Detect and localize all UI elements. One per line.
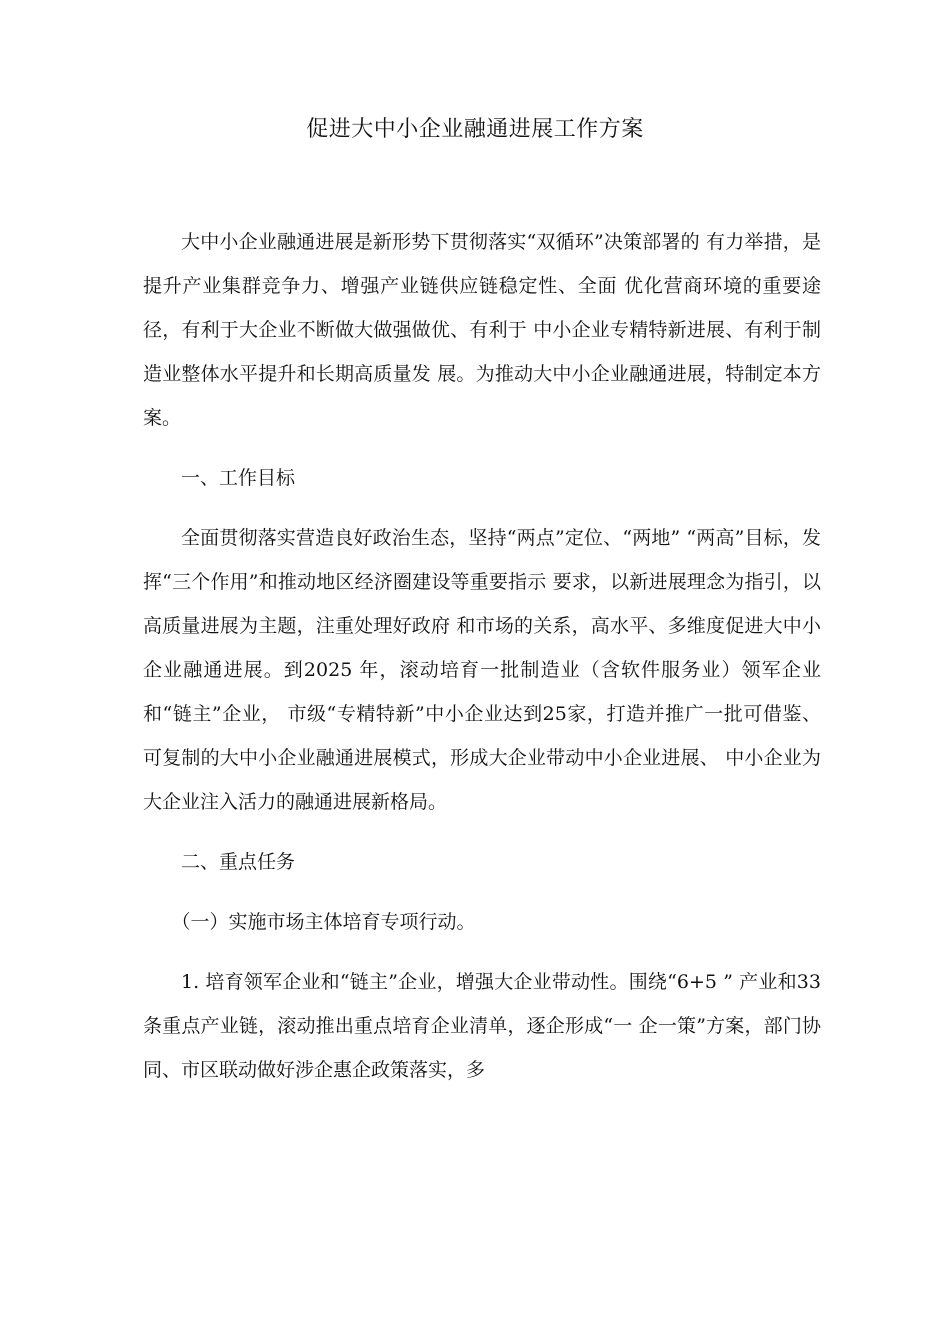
task-item-1: 1. 培育领军企业和“链主”企业，增强大企业带动性。围绕“6+5 ” 产业和33条重点产业链，滚动推出重点培育企业清单，逐企形成“一 企一策”方案，部门协同、市区联动做好涉企惠企政策落实，多 (143, 971, 821, 1081)
subsection-heading-market: （一）实施市场主体培育专项行动。 (171, 911, 476, 933)
section-heading-goals: 一、工作目标 (181, 467, 296, 489)
document-title: 促进大中小企业融通进展工作方案 (306, 117, 644, 142)
section-heading-tasks: 二、重点任务 (181, 851, 296, 873)
intro-paragraph: 大中小企业融通进展是新形势下贯彻落实“双循环”决策部署的 有力举措，是提升产业集群竞争力、增强产业链供应链稳定性、全面 优化营商环境的重要途径，有利于大企业不断做大做强做优、有利于 中小企业专精特新进展、有利于制造业整体水平提升和长期高质量发 展。为推动大中小企业融通进展，特制定本方案。 (143, 231, 821, 429)
goals-paragraph: 全面贯彻落实营造良好政治生态，坚持“两点”定位、“两地” “两高”目标，发挥“三个作用”和推动地区经济圈建设等重要指示 要求，以新进展理念为指引，以高质量进展为主题，注重处理好政府 和市场的关系，高水平、多维度促进大中小企业融通进展。到2025 年，滚动培育一批制造业（含软件服务业）领军企业和“链主”企业， 市级“专精特新”中小企业达到25家，打造并推广一批可借鉴、 可复制的大中小企业融通进展模式，形成大企业带动中小企业进展、 中小企业为大企业注入活力的融通进展新格局。 (143, 527, 821, 813)
document-body (143, 220, 821, 1108)
